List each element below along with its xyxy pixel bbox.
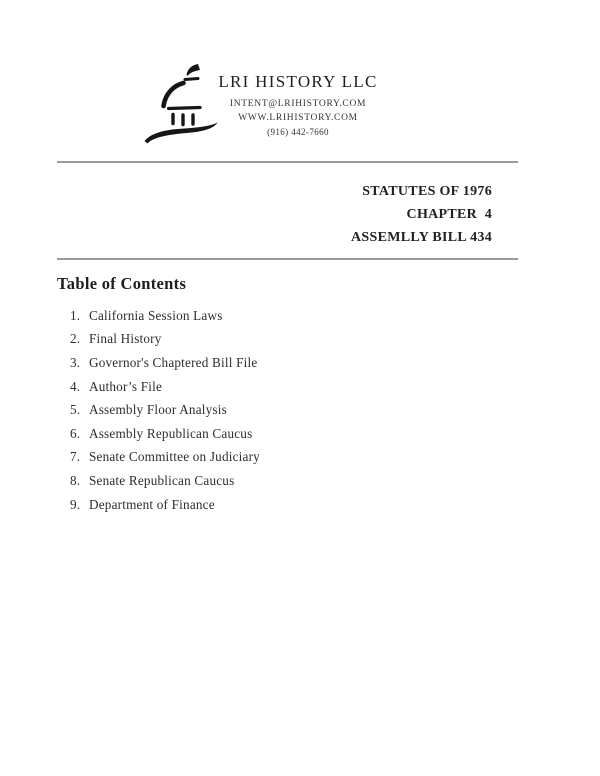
case-reference-block — [351, 180, 492, 249]
horizontal-rule-middle — [57, 258, 518, 260]
toc-item-label: Final History — [89, 331, 162, 347]
toc-item-number: 9. — [70, 496, 81, 512]
company-website: WWW.LRIHISTORY.COM — [238, 113, 358, 123]
toc-item — [70, 469, 260, 493]
toc-item-number: 7. — [70, 449, 81, 465]
bill-line: ASSEMLLY BILL 434 — [350, 230, 492, 245]
toc-title: Table of Contents — [57, 274, 187, 293]
toc-item-number: 1. — [70, 307, 81, 323]
statutes-line: STATUTES OF 1976 — [362, 184, 492, 199]
toc-item — [70, 446, 260, 470]
toc-list — [70, 304, 260, 516]
toc-item-number: 5. — [70, 402, 81, 418]
toc-item-number: 8. — [70, 472, 81, 488]
horizontal-rule-top — [57, 161, 518, 163]
toc-item-label: Department of Finance — [89, 496, 215, 512]
toc-item-label: California Session Laws — [89, 307, 223, 323]
toc-item — [70, 351, 260, 375]
company-phone: (916) 442-7660 — [267, 127, 329, 137]
toc-item — [70, 328, 260, 352]
chapter-line: CHAPTER 4 — [406, 207, 492, 222]
toc-item-label: Author’s File — [89, 378, 163, 394]
company-email: INTENT@LRIHISTORY.COM — [229, 99, 367, 109]
toc-item — [70, 422, 260, 446]
letterhead — [148, 72, 448, 138]
toc-item-label: Assembly Floor Analysis — [89, 402, 227, 418]
toc-item — [70, 375, 260, 399]
toc-item-label: Governor's Chaptered Bill File — [89, 354, 258, 370]
toc-item-number: 2. — [70, 331, 81, 347]
toc-item-label: Assembly Republican Caucus — [89, 425, 253, 441]
company-name: LRI HISTORY LLC — [218, 72, 378, 91]
toc-item-number: 3. — [70, 354, 81, 370]
toc-item — [70, 398, 260, 422]
toc-item-label: Senate Republican Caucus — [89, 472, 235, 488]
toc-item-number: 4. — [70, 378, 81, 394]
toc-item — [70, 304, 260, 328]
toc-item-label: Senate Committee on Judiciary — [89, 449, 260, 465]
toc-item-number: 6. — [70, 425, 81, 441]
toc-item — [70, 493, 260, 517]
